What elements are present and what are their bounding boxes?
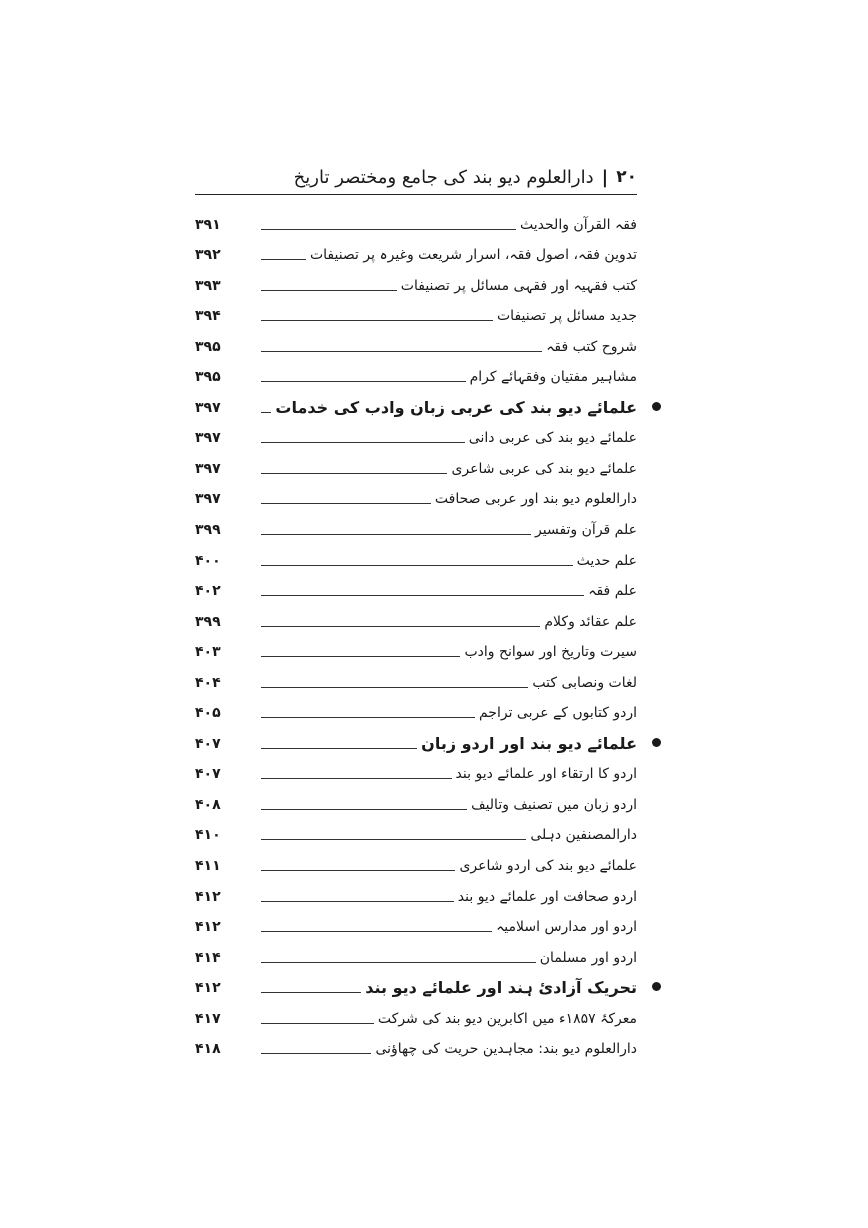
- toc-entry-page: ۴۱۰: [195, 827, 221, 844]
- leader-line: [261, 442, 465, 443]
- toc-entry-page: ۴۱۷: [195, 1010, 221, 1027]
- toc-entry[interactable]: [195, 1032, 637, 1063]
- leader-line: [261, 503, 431, 504]
- toc-entry[interactable]: [195, 268, 637, 299]
- toc-entry-title: اردو اور مسلمان: [539, 949, 637, 966]
- toc-entry[interactable]: [195, 238, 637, 269]
- toc-entry-title: اردو کتابوں کے عربی تراجم: [478, 705, 637, 722]
- toc-entry-page: ۴۱۲: [195, 980, 221, 997]
- toc-entry-title: فقہ القرآن والحدیث: [520, 216, 637, 233]
- toc-entry[interactable]: [195, 299, 637, 330]
- leader-line: [261, 412, 271, 413]
- leader-line: [261, 473, 447, 474]
- toc-entry-title: علمائے دیو بند کی عربی زبان وادب کی خدمات: [275, 397, 637, 417]
- leader-line: [261, 809, 467, 810]
- toc-section-heading[interactable]: [195, 971, 637, 1002]
- leader-line: [261, 626, 540, 627]
- toc-entry[interactable]: [195, 574, 637, 605]
- leader-line: [261, 748, 417, 749]
- toc-entry-title: دارالمصنفین دہلی: [530, 827, 637, 844]
- toc-entry-page: ۴۱۱: [195, 858, 221, 875]
- leader-line: [261, 534, 531, 535]
- toc-entry-page: ۴۱۸: [195, 1041, 221, 1058]
- leader-line: [261, 290, 397, 291]
- leader-line: [261, 717, 475, 718]
- leader-line: [261, 656, 460, 657]
- toc-entry[interactable]: [195, 696, 637, 727]
- table-of-contents: [195, 207, 637, 1062]
- toc-entry-title: علمائے دیو بند اور اردو زبان: [421, 733, 637, 753]
- toc-entry-title: شروح کتب فقہ: [546, 338, 637, 355]
- toc-entry[interactable]: [195, 543, 637, 574]
- toc-entry[interactable]: [195, 879, 637, 910]
- toc-entry[interactable]: [195, 360, 637, 391]
- header-rule: [195, 194, 637, 195]
- leader-line: [261, 595, 584, 596]
- toc-entry[interactable]: [195, 512, 637, 543]
- toc-entry[interactable]: [195, 207, 637, 238]
- leader-line: [261, 351, 542, 352]
- toc-entry-title: مشاہیر مفتیان وفقہائے کرام: [469, 369, 637, 386]
- toc-section-heading[interactable]: [195, 726, 637, 757]
- toc-entry-page: ۴۰۳: [195, 644, 221, 661]
- toc-entry-page: ۳۹۵: [195, 338, 221, 355]
- toc-entry-page: ۳۹۱: [195, 216, 221, 233]
- toc-entry-title: علم قرآن وتفسیر: [535, 522, 637, 539]
- toc-entry-title: اردو کا ارتقاء اور علمائے دیو بند: [455, 766, 637, 783]
- toc-entry-title: تدوین فقہ، اصول فقہ، اسرار شریعت وغیرہ پر تصنیفات: [309, 247, 637, 264]
- toc-entry-page: ۴۱۲: [195, 888, 221, 905]
- toc-entry-title: اردو اور مدارس اسلامیہ: [496, 919, 637, 936]
- toc-entry[interactable]: [195, 1001, 637, 1032]
- toc-entry-title: دارالعلوم دیو بند: مجاہدین حریت کی چھاؤنی: [375, 1041, 637, 1058]
- toc-entry-page: ۴۰۷: [195, 766, 221, 783]
- toc-entry[interactable]: [195, 329, 637, 360]
- toc-entry-page: ۳۹۷: [195, 460, 221, 477]
- leader-line: [261, 320, 493, 321]
- toc-entry-title: اردو صحافت اور علمائے دیو بند: [457, 888, 637, 905]
- toc-entry-page: ۴۰۴: [195, 674, 221, 691]
- toc-entry-title: جدید مسائل پر تصنیفات: [497, 308, 637, 325]
- toc-entry[interactable]: [195, 848, 637, 879]
- leader-line: [261, 839, 526, 840]
- toc-entry[interactable]: [195, 818, 637, 849]
- toc-entry-page: ۴۱۲: [195, 919, 221, 936]
- leader-line: [261, 931, 492, 932]
- toc-entry-title: علمائے دیو بند کی اردو شاعری: [459, 858, 637, 875]
- leader-line: [261, 1023, 374, 1024]
- toc-entry-page: ۳۹۷: [195, 399, 221, 416]
- leader-line: [261, 229, 516, 230]
- toc-entry-page: ۳۹۳: [195, 277, 221, 294]
- toc-entry-page: ۳۹۷: [195, 430, 221, 447]
- toc-entry-title: دارالعلوم دیو بند اور عربی صحافت: [434, 491, 637, 508]
- toc-entry[interactable]: [195, 451, 637, 482]
- toc-entry-page: ۳۹۷: [195, 491, 221, 508]
- toc-entry-page: ۳۹۵: [195, 369, 221, 386]
- leader-line: [261, 778, 452, 779]
- toc-entry-page: ۴۰۰: [195, 552, 221, 569]
- toc-entry-title: علم فقہ: [588, 583, 637, 600]
- toc-entry-page: ۴۰۵: [195, 705, 221, 722]
- header-separator: |: [601, 166, 609, 188]
- toc-entry-title: علمائے دیو بند کی عربی دانی: [468, 430, 637, 447]
- toc-entry[interactable]: [195, 482, 637, 513]
- toc-entry-page: ۴۱۴: [195, 949, 221, 966]
- toc-entry-title: علم عقائد وکلام: [544, 613, 637, 630]
- leader-line: [261, 1053, 371, 1054]
- toc-entry[interactable]: [195, 757, 637, 788]
- toc-entry[interactable]: [195, 635, 637, 666]
- toc-entry-page: ۳۹۴: [195, 308, 221, 325]
- toc-entry[interactable]: [195, 940, 637, 971]
- header-page-number: ۲۰: [616, 167, 637, 187]
- leader-line: [261, 259, 306, 260]
- toc-section-heading[interactable]: [195, 390, 637, 421]
- toc-entry[interactable]: [195, 604, 637, 635]
- toc-entry[interactable]: [195, 665, 637, 696]
- toc-entry-page: ۳۹۹: [195, 613, 221, 630]
- leader-line: [261, 992, 361, 993]
- toc-entry-page: ۳۹۲: [195, 247, 221, 264]
- toc-entry[interactable]: [195, 787, 637, 818]
- toc-entry-title: تحریک آزادئ ہند اور علمائے دیو بند: [365, 978, 637, 998]
- toc-entry-title: سیرت وتاریخ اور سوانح وادب: [464, 644, 637, 661]
- toc-entry[interactable]: [195, 421, 637, 452]
- toc-entry-title: کتب فقہیہ اور فقہی مسائل پر تصنیفات: [400, 277, 637, 294]
- toc-entry-page: ۴۰۸: [195, 796, 221, 813]
- leader-line: [261, 565, 573, 566]
- header-book-title: دارالعلوم دیو بند کی جامع ومختصر تاریخ: [293, 166, 594, 188]
- leader-line: [261, 901, 454, 902]
- running-header: [195, 160, 637, 194]
- toc-entry[interactable]: [195, 910, 637, 941]
- toc-entry-page: ۳۹۹: [195, 522, 221, 539]
- leader-line: [261, 870, 455, 871]
- leader-line: [261, 962, 536, 963]
- toc-entry-title: علم حدیث: [576, 552, 637, 569]
- toc-entry-title: اردو زبان میں تصنیف وتالیف: [471, 796, 637, 813]
- toc-entry-title: معرکۂ ۱۸۵۷ء میں اکابرین دیو بند کی شرکت: [377, 1010, 637, 1027]
- leader-line: [261, 381, 466, 382]
- leader-line: [261, 687, 528, 688]
- toc-entry-page: ۴۰۲: [195, 583, 221, 600]
- toc-entry-title: لغات ونصابی کتب: [532, 674, 637, 691]
- toc-entry-title: علمائے دیو بند کی عربی شاعری: [451, 460, 637, 477]
- toc-entry-page: ۴۰۷: [195, 735, 221, 752]
